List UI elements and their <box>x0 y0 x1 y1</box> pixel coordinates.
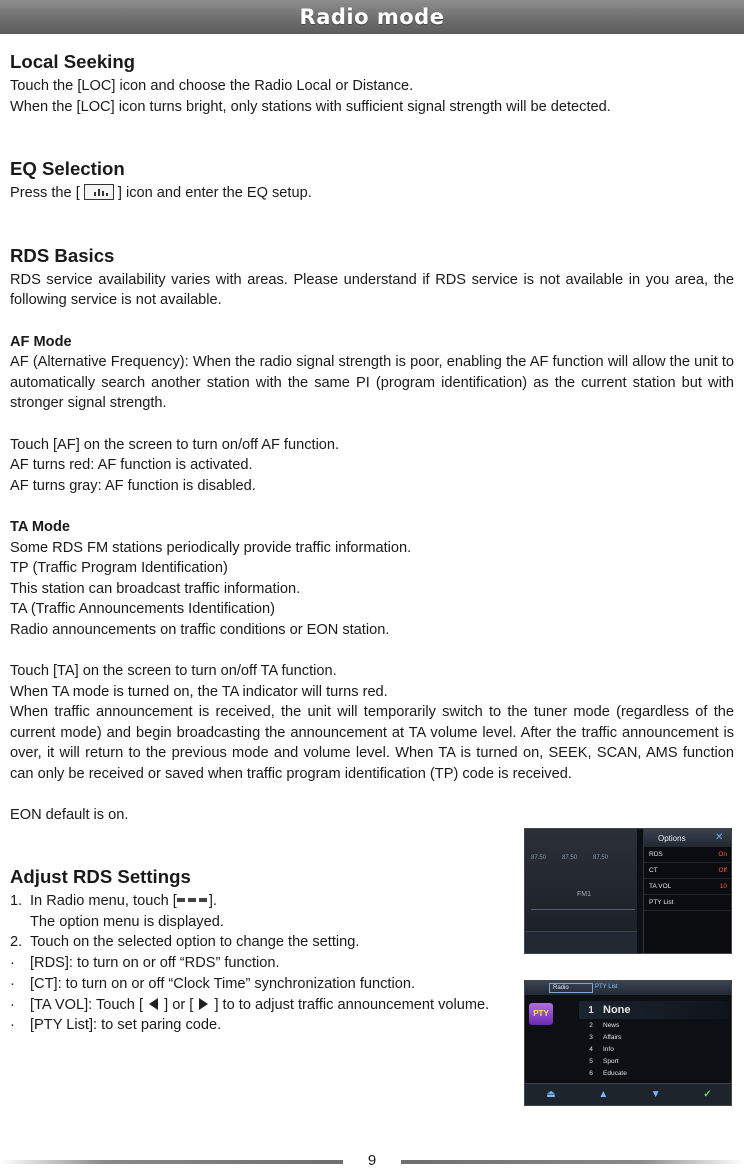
close-icon[interactable]: ✕ <box>715 832 724 843</box>
options-panel <box>643 829 732 954</box>
pty-item-label: Sport <box>603 1057 619 1065</box>
preset-freq: 87.50 <box>531 855 547 861</box>
pty-item[interactable] <box>579 1055 729 1067</box>
option-label: TA VOL <box>649 883 672 890</box>
ta-line3: This station can broadcast traffic information. <box>10 580 301 597</box>
bullet-marker: · <box>10 975 15 992</box>
ta-mode-title: TA Mode <box>10 519 70 535</box>
option-row-ct[interactable] <box>644 863 732 879</box>
bullet-ct <box>10 974 500 995</box>
bullet-marker: · <box>10 955 15 972</box>
pty-item-number: 2 <box>589 1021 593 1029</box>
bullet-rds-text: [RDS]: to turn on or off “RDS” function. <box>30 955 280 972</box>
main-content <box>10 50 734 826</box>
pty-item-number: 3 <box>589 1033 593 1041</box>
option-value: 10 <box>719 883 727 890</box>
options-screenshot <box>524 828 732 954</box>
pty-badge: PTY <box>529 1003 553 1025</box>
header-bar <box>0 0 744 34</box>
tab-radio[interactable]: Radio <box>549 983 593 993</box>
local-seeking-title: Local Seeking <box>10 51 136 72</box>
eq-text-after: ] icon and enter the EQ setup. <box>113 185 312 201</box>
pty-item[interactable] <box>579 1067 729 1079</box>
option-value: Off <box>718 867 727 874</box>
pty-item[interactable] <box>579 1031 729 1043</box>
check-icon[interactable]: ✓ <box>703 1089 712 1100</box>
rds-basics-title: RDS Basics <box>10 244 115 266</box>
bullet-ct-text: [CT]: to turn on or off “Clock Time” synchronization function. <box>30 975 416 992</box>
radio-footer-bar <box>525 931 637 954</box>
option-label: PTY List <box>649 899 674 906</box>
step-1-text-before: In Radio menu, touch [ <box>30 893 177 909</box>
step-1 <box>10 891 500 932</box>
page-title: Radio mode <box>299 5 445 29</box>
af-mode-desc: AF (Alternative Frequency): When the radio signal strength is poor, enabling the AF function will allow the unit to automatically search another station with the same PI (program identification) as the current station but with stronger signal strength. <box>10 354 734 411</box>
ta-line2: TP (Traffic Program Identification) <box>10 560 228 576</box>
page-number: 9 <box>367 1152 377 1168</box>
pty-item-label: Info <box>603 1045 614 1053</box>
up-arrow-icon[interactable]: ▲ <box>598 1089 609 1100</box>
pty-top-bar <box>525 981 732 995</box>
ta-line4: TA (Traffic Announcements Identification) <box>10 601 275 617</box>
footer-divider-right <box>401 1160 744 1164</box>
ta-line1: Some RDS FM stations periodically provide traffic information. <box>10 539 412 556</box>
options-header <box>644 829 732 847</box>
adjust-rds-title: Adjust RDS Settings <box>10 866 191 887</box>
step-2 <box>10 932 500 953</box>
pty-item-label: None <box>603 1004 631 1016</box>
tab-pty-list[interactable]: PTY List <box>595 984 618 990</box>
bullet-marker: · <box>10 996 15 1013</box>
step-2-text: Touch on the selected option to change the setting. <box>30 934 360 951</box>
af-mode-title: AF Mode <box>10 333 72 350</box>
ta-touch: Touch [TA] on the screen to turn on/off TA function. <box>10 663 337 679</box>
pty-item[interactable] <box>579 1019 729 1031</box>
bullet-rds <box>10 953 500 974</box>
option-label: CT <box>649 867 658 874</box>
eq-icon <box>84 184 114 200</box>
preset-freq: 87.50 <box>562 855 578 861</box>
right-arrow-icon <box>199 998 208 1010</box>
pty-footer-bar <box>525 1083 732 1105</box>
pty-list <box>579 1001 729 1079</box>
ta-indicator: When TA mode is turned on, the TA indicator will turns red. <box>10 683 388 700</box>
pty-item[interactable] <box>579 1043 729 1055</box>
option-row-rds[interactable] <box>644 847 732 863</box>
eq-selection-title: EQ Selection <box>10 158 125 179</box>
tuning-scale <box>531 909 635 917</box>
preset-frequencies <box>531 855 608 861</box>
ta-line5: Radio announcements on traffic conditions or EON station. <box>10 621 390 638</box>
af-red: AF turns red: AF function is activated. <box>10 457 253 473</box>
options-title: Options <box>658 833 686 843</box>
bullet-pty-text: [PTY List]: to set paring code. <box>30 1017 222 1034</box>
tavol-text-b: ] or [ <box>160 996 198 1013</box>
tavol-text-a: [TA VOL]: Touch [ <box>30 996 148 1013</box>
pty-list-screenshot <box>524 980 732 1106</box>
local-seeking-line1: Touch the [LOC] icon and choose the Radio Local or Distance. <box>10 78 414 94</box>
step-2-marker: 2. <box>10 934 23 951</box>
bullet-pty <box>10 1015 500 1036</box>
pty-item-number: 5 <box>589 1057 593 1065</box>
adjust-rds-section <box>10 865 500 1036</box>
option-label: RDS <box>649 851 663 858</box>
step-1-text-after: ]. <box>208 893 217 909</box>
left-arrow-icon <box>149 998 158 1010</box>
pty-item-label: Educate <box>603 1069 627 1077</box>
step-1-marker: 1. <box>10 893 23 909</box>
option-row-pty-list[interactable] <box>644 895 732 911</box>
rds-intro: RDS service availability varies with areas. Please understand if RDS service is not available in you area, the following service is not available. <box>10 271 734 308</box>
af-gray: AF turns gray: AF function is disabled. <box>10 477 256 494</box>
local-seeking-line2: When the [LOC] icon turns bright, only stations with sufficient signal strength will be detected. <box>10 98 611 115</box>
down-arrow-icon[interactable]: ▼ <box>650 1089 661 1100</box>
tavol-text-c: ] to to adjust traffic announcement volume. <box>210 996 490 1013</box>
pty-item-label: Affairs <box>603 1033 622 1041</box>
eq-text-before: Press the [ <box>10 185 84 201</box>
eon-default: EON default is on. <box>10 807 129 823</box>
option-row-ta-vol[interactable] <box>644 879 732 895</box>
pty-item[interactable] <box>579 1001 729 1019</box>
ta-announce: When traffic announcement is received, the unit will temporarily switch to the tuner mode (regardless of the current mode) and begin broadcasting the announcement at TA volume level. After the traffic announcement is over, it will return to the previous mode and volume level. When TA is turned on, SEEK, SCAN, AMS function can only be received or saved when traffic program identification (TP) code is received. <box>10 704 734 782</box>
step-1-sub: The option menu is displayed. <box>30 913 224 930</box>
pty-item-number: 1 <box>588 1004 594 1016</box>
pty-item-label: News <box>603 1021 620 1029</box>
bullet-marker: · <box>10 1017 15 1034</box>
af-touch: Touch [AF] on the screen to turn on/off AF function. <box>10 436 340 453</box>
option-value: On <box>718 851 727 858</box>
bullet-tavol <box>10 995 500 1016</box>
preset-freq: 87.50 <box>593 855 609 861</box>
pty-item-number: 6 <box>589 1069 593 1077</box>
footer-divider-left <box>0 1160 343 1164</box>
band-label: FM1 <box>577 891 591 898</box>
eject-icon[interactable]: ⏏ <box>546 1089 556 1100</box>
menu-icon <box>177 892 209 908</box>
eq-selection-line <box>10 183 734 204</box>
pty-item-number: 4 <box>589 1045 593 1053</box>
radio-background <box>525 829 637 954</box>
